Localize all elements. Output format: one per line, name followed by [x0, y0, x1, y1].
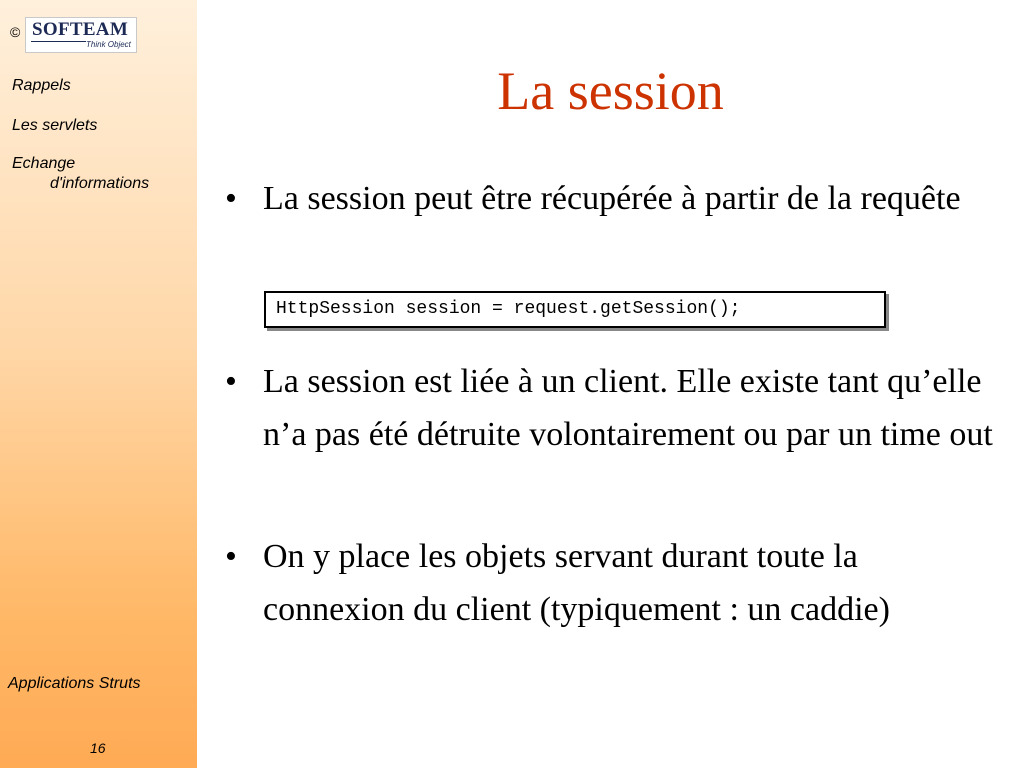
- page-number: 16: [90, 740, 106, 756]
- bullet-dot: •: [225, 363, 237, 400]
- nav-item-rappels[interactable]: [12, 76, 71, 96]
- logo-name: SOFTEAM: [32, 19, 129, 40]
- nav-item-label-line1: Echange: [12, 155, 76, 172]
- footer-title: Applications Struts: [8, 675, 141, 692]
- bullet-item: [225, 355, 1005, 461]
- bullet-item: [225, 172, 1005, 225]
- bullet-dot: •: [225, 538, 237, 575]
- logo-rule: [31, 41, 86, 42]
- nav-item-label: Les servlets: [12, 117, 98, 134]
- copyright-symbol: ©: [10, 24, 21, 40]
- softeam-logo: [25, 17, 137, 53]
- bullet-text: On y place les objets servant durant toute la connexion du client (typiquement : un caddie): [263, 538, 890, 628]
- nav-item-echange-informations[interactable]: [12, 154, 149, 194]
- slide-title: La session: [497, 61, 724, 121]
- bullet-text: La session est liée à un client. Elle existe tant qu’elle n’a pas été détruite volontairement ou par un time out: [263, 363, 993, 453]
- bullet-text: La session peut être récupérée à partir de la requête: [263, 180, 961, 217]
- nav-item-label-line2: d'informations: [50, 175, 150, 192]
- bullet-item: [225, 530, 1005, 636]
- code-snippet: HttpSession session = request.getSession();: [264, 291, 886, 328]
- bullet-dot: •: [225, 180, 237, 217]
- sidebar: [0, 0, 197, 768]
- nav-item-les-servlets[interactable]: [12, 116, 97, 136]
- logo-tagline: Think Object: [86, 40, 131, 49]
- nav-item-label: Rappels: [12, 77, 71, 94]
